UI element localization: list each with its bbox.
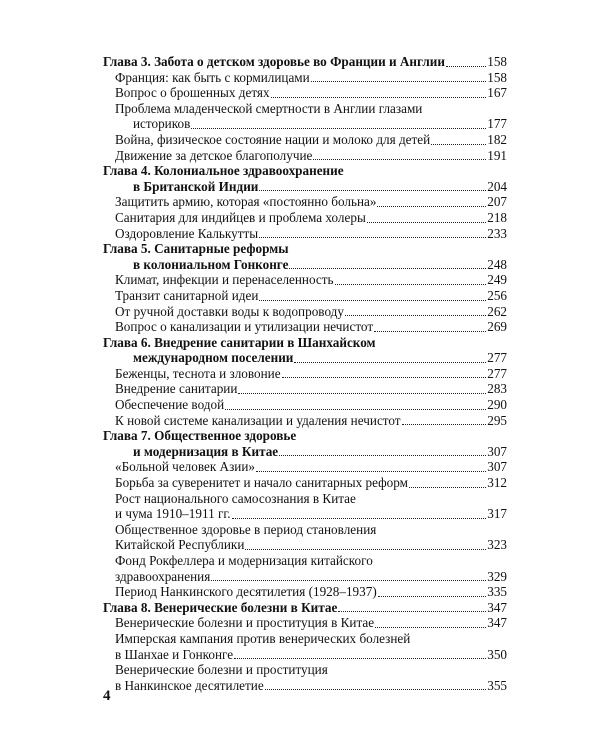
- dot-leader: [378, 596, 486, 597]
- entry-title: Война, физическое состояние нации и молоко для детей: [115, 131, 431, 147]
- entry-title: Венерические болезни и проституция в Китае: [115, 615, 375, 631]
- page-ref: 355: [487, 677, 507, 693]
- entry-title: Оздоровление Калькутты: [115, 225, 259, 241]
- page-ref: 347: [487, 599, 507, 615]
- page-ref: 295: [487, 412, 507, 428]
- chapter-title-line-2: и модернизация в Китае: [133, 443, 279, 459]
- toc-entry[interactable]: [103, 413, 507, 429]
- page-ref: 233: [487, 225, 507, 241]
- dot-leader: [238, 393, 486, 394]
- dot-leader: [367, 222, 486, 223]
- toc-entry[interactable]: [103, 226, 507, 242]
- table-of-contents: [103, 54, 507, 693]
- toc-entry[interactable]: [103, 210, 507, 226]
- dot-leader: [259, 190, 486, 191]
- chapter-title-line-1: Глава 4. Колониальное здравоохранение: [103, 163, 344, 179]
- chapter-title-line-2-row: [103, 444, 507, 460]
- toc-entry[interactable]: [103, 272, 507, 288]
- toc-chapter-8[interactable]: [103, 600, 507, 616]
- entry-title-line-2-row: [103, 569, 507, 585]
- entry-title-line-2: и чума 1910–1911 гг.: [115, 506, 231, 522]
- entry-title: Транзит санитарной идеи: [115, 287, 259, 303]
- toc-entry[interactable]: [103, 70, 507, 86]
- dot-leader: [279, 455, 486, 456]
- page-ref: 218: [487, 209, 507, 225]
- page-ref: 182: [487, 131, 507, 147]
- dot-leader: [294, 362, 486, 363]
- page-ref: 347: [487, 615, 507, 631]
- chapter-title-line-1: Глава 7. Общественное здоровье: [103, 428, 297, 444]
- entry-title: Борьба за суверенитет и начало санитарных реформ: [115, 475, 408, 491]
- entry-title-line-2: Китайской Республики: [115, 537, 245, 553]
- dot-leader: [271, 97, 487, 98]
- page-ref: 283: [487, 381, 507, 397]
- toc-entry[interactable]: [103, 459, 507, 475]
- toc-entry[interactable]: [103, 101, 507, 132]
- dot-leader: [245, 549, 486, 550]
- entry-title-line-2-row: [103, 537, 507, 553]
- toc-entry[interactable]: [103, 288, 507, 304]
- entry-title-line-1: Общественное здоровье в период становления: [115, 521, 377, 537]
- toc-entry[interactable]: [103, 319, 507, 335]
- chapter-title-line-2: в Британской Индии: [133, 178, 259, 194]
- toc-entry[interactable]: [103, 194, 507, 210]
- entry-title: От ручной доставки воды к водопроводу: [115, 303, 344, 319]
- entry-title-line-1: Проблема младенческой смертности в Англии глазами: [115, 100, 423, 116]
- dot-leader: [265, 689, 487, 690]
- entry-title: Период Нанкинского десятилетия (1928–1937): [115, 584, 377, 600]
- dot-leader: [409, 487, 486, 488]
- page-number: 4: [103, 688, 111, 704]
- page-ref: 204: [487, 178, 507, 194]
- toc-entry[interactable]: [103, 491, 507, 522]
- toc-entry[interactable]: [103, 366, 507, 382]
- page-ref: 307: [487, 443, 507, 459]
- entry-title: Франция: как быть с кормилицами: [115, 69, 310, 85]
- dot-leader: [259, 237, 486, 238]
- entry-title: Беженцы, теснота и зловоние: [115, 365, 281, 381]
- toc-chapter-5[interactable]: [103, 241, 507, 272]
- entry-title-line-2-row: [103, 647, 507, 663]
- dot-leader: [211, 580, 486, 581]
- dot-leader: [345, 315, 486, 316]
- toc-entry[interactable]: [103, 304, 507, 320]
- dot-leader: [338, 611, 486, 612]
- page-ref: 167: [487, 85, 507, 101]
- entry-title: Защитить армию, которая «постоянно больна»: [115, 194, 377, 210]
- dot-leader: [232, 518, 487, 519]
- toc-entry[interactable]: [103, 148, 507, 164]
- entry-title: Обеспечение водой: [115, 397, 225, 413]
- toc-entry[interactable]: [103, 381, 507, 397]
- page-ref: 350: [487, 646, 507, 662]
- entry-title: Движение за детское благополучие: [115, 147, 313, 163]
- dot-leader: [282, 377, 487, 378]
- chapter-title: Глава 3. Забота о детском здоровье во Франции и Англии: [103, 54, 445, 69]
- dot-leader: [374, 331, 486, 332]
- toc-entry[interactable]: [103, 584, 507, 600]
- entry-title-line-1: Рост национального самосознания в Китае: [115, 490, 356, 506]
- chapter-title-line-2-row: [103, 257, 507, 273]
- entry-title-line-2: в Шанхае и Гонконге: [115, 646, 234, 662]
- toc-entry[interactable]: [103, 553, 507, 584]
- entry-title-line-2-row: [103, 678, 507, 694]
- page-ref: 329: [487, 568, 507, 584]
- dot-leader: [256, 471, 486, 472]
- dot-leader: [311, 81, 487, 82]
- dot-leader: [191, 128, 486, 129]
- entry-title: Климат, инфекции и перенаселенность: [115, 272, 334, 288]
- entry-title-line-2: здравоохранения: [115, 568, 211, 584]
- entry-title: Санитария для индийцев и проблема холеры: [115, 209, 366, 225]
- entry-title-line-2-row: [103, 506, 507, 522]
- page-ref: 290: [487, 397, 507, 413]
- page-ref: 262: [487, 303, 507, 319]
- chapter-title-line-2: международном поселении: [133, 350, 294, 366]
- dot-leader: [259, 300, 486, 301]
- toc-chapter-7[interactable]: [103, 428, 507, 459]
- entry-title: Вопрос о канализации и утилизации нечистот: [115, 319, 374, 335]
- page-ref: 248: [487, 256, 507, 272]
- page-ref: 269: [487, 319, 507, 335]
- chapter-title-line-2: в колониальном Гонконге: [133, 256, 289, 272]
- entry-title-line-2: в Нанкинское десятилетие: [115, 677, 264, 693]
- dot-leader: [289, 268, 486, 269]
- page-ref: 249: [487, 272, 507, 288]
- page-ref: 277: [487, 350, 507, 366]
- chapter-title-line-1: Глава 5. Санитарные реформы: [103, 241, 289, 257]
- toc-entry[interactable]: [103, 631, 507, 662]
- toc-chapter-6[interactable]: [103, 335, 507, 366]
- page-ref: 177: [487, 116, 507, 132]
- dot-leader: [446, 66, 486, 67]
- entry-title-line-1: Фонд Рокфеллера и модернизация китайского: [115, 553, 373, 568]
- chapter-title: Глава 8. Венерические болезни в Китае: [103, 599, 338, 615]
- chapter-title-line-2-row: [103, 179, 507, 195]
- page-ref: 312: [487, 475, 507, 491]
- entry-title: К новой системе канализации и удаления нечистот: [115, 412, 401, 428]
- page-ref: 335: [487, 584, 507, 600]
- entry-title-line-2: историков: [133, 116, 191, 132]
- page-ref: 158: [487, 54, 507, 69]
- toc-entry[interactable]: [103, 662, 507, 693]
- dot-leader: [431, 144, 486, 145]
- toc-entry[interactable]: [103, 475, 507, 491]
- page-ref: 317: [487, 506, 507, 522]
- toc-chapter-4[interactable]: [103, 163, 507, 194]
- entry-title-line-2-row: [103, 116, 507, 132]
- dot-leader: [313, 159, 486, 160]
- dot-leader: [234, 658, 486, 659]
- page-ref: 158: [487, 69, 507, 85]
- entry-title-line-1: Венерические болезни и проституция: [115, 662, 328, 678]
- dot-leader: [402, 424, 487, 425]
- entry-title: «Больной человек Азии»: [115, 459, 255, 475]
- toc-entry[interactable]: [103, 615, 507, 631]
- dot-leader: [375, 627, 486, 628]
- toc-entry[interactable]: [103, 397, 507, 413]
- toc-entry[interactable]: [103, 522, 507, 553]
- entry-title: Вопрос о брошенных детях: [115, 85, 270, 101]
- page-ref: 323: [487, 537, 507, 553]
- dot-leader: [225, 409, 486, 410]
- page-ref: 307: [487, 459, 507, 475]
- page-ref: 207: [487, 194, 507, 210]
- entry-title: Внедрение санитарии: [115, 381, 238, 397]
- dot-leader: [335, 284, 487, 285]
- page-ref: 256: [487, 287, 507, 303]
- chapter-title-line-2-row: [103, 350, 507, 366]
- page-ref: 277: [487, 365, 507, 381]
- toc-entry[interactable]: [103, 132, 507, 148]
- entry-title-line-1: Имперская кампания против венерических болезней: [115, 630, 411, 646]
- dot-leader: [377, 206, 486, 207]
- chapter-title-line-1: Глава 6. Внедрение санитарии в Шанхайском: [103, 334, 376, 350]
- page-ref: 191: [487, 147, 507, 163]
- toc-chapter-3[interactable]: [103, 54, 507, 70]
- toc-entry[interactable]: [103, 85, 507, 101]
